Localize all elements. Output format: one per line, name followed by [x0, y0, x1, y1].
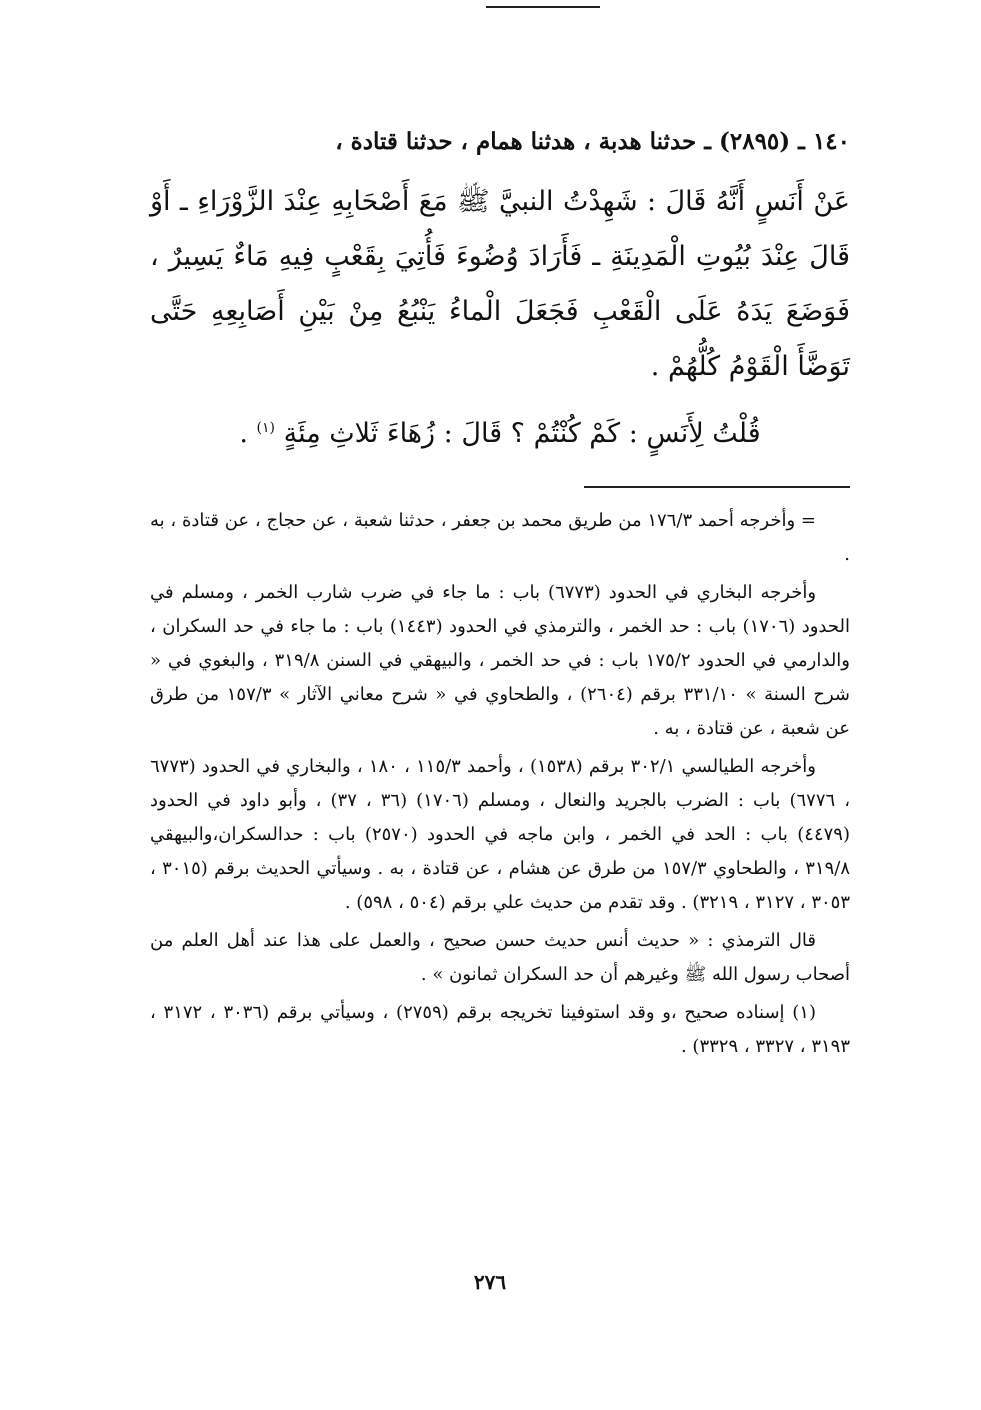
hadith-question-line	[150, 400, 850, 462]
footnote-separator	[584, 486, 850, 488]
footnote-paragraph: وأخرجه البخاري في الحدود (٦٧٧٣) باب : ما جاء في ضرب شارب الخمر ، ومسلم في الحدود (١٧٠٦) باب : حد الخمر ، والترمذي في الحدود (١٤٤٣) باب : ما جاء في حد السكران ، والدارمي في الحدود ١٧٥/٢ باب : في حد الخمر ، والبيهقي في السنن ٣١٩/٨ ، والبغوي في « شرح السنة » ٣٣١/١٠ برقم (٢٦٠٤) ، والطحاوي في « شرح معاني الآثار » ١٥٧/٣ من طرق عن شعبة ، عن قتادة ، به .	[150, 582, 851, 739]
hadith-question: قُلْتُ لِأَنَسٍ : كَمْ كُنْتُمْ ؟ قَالَ : زُهَاءَ ثَلاثِ مِئَةٍ	[283, 418, 761, 449]
footnote-marker: (١)	[256, 420, 275, 436]
hadith-text: عَنْ أَنَسٍ أَنَّهُ قَالَ : شَهِدْتُ النبيَّ ﷺ مَعَ أَصْحَابِهِ عِنْدَ الزَّوْرَاءِ ـ أَوْ قَالَ عِنْدَ بُيُوتِ الْمَدِينَةِ ـ فَأَرَادَ وُضُوءَ فَأُتِيَ بِقَعْبٍ فِيهِ مَاءٌ يَسِيرٌ ، فَوَضَعَ يَدَهُ عَلَى الْقَعْبِ فَجَعَلَ الْماءُ يَنْبُعُ مِنْ بَيْنِ أَصَابِعِهِ حَتَّى تَوَضَّأَ الْقَوْمُ كُلُّهُمْ .	[150, 186, 850, 382]
footnote-paragraph: وأخرجه الطيالسي ٣٠٢/١ برقم (١٥٣٨) ، وأحمد ١١٥/٣ ، ١٨٠ ، والبخاري في الحدود (٦٧٧٣ ، ٦٧٧٦) باب : الضرب بالجريد والنعال ، ومسلم (١٧٠٦) (٣٦ ، ٣٧) ، وأبو داود في الحدود (٤٤٧٩) باب : الحد في الخمر ، وابن ماجه في الحدود (٢٥٧٠) باب : حدالسكران،والبيهقي ٣١٩/٨ ، والطحاوي ١٥٧/٣ من طرق عن هشام ، عن قتادة ، به . وسيأتي الحديث برقم (٣٠١٥ ، ٣٠٥٣ ، ٣١٢٧ ، ٣٢١٩) . وقد تقدم من حديث علي برقم (٥٠٤ ، ٥٩٨) .	[150, 756, 851, 913]
top-border-line	[486, 6, 600, 8]
footnote-paragraph: قال الترمذي : « حديث أنس حديث حسن صحيح ، والعمل على هذا عند أهل العلم من أصحاب رسول الله ﷺ وغيرهم أن حد السكران ثمانون » .	[150, 930, 850, 985]
page-number: ٢٧٦	[473, 1270, 507, 1294]
footnote-paragraph: = وأخرجه أحمد ١٧٦/٣ من طريق محمد بن جعفر ، حدثنا شعبة ، عن حجاج ، عن قتادة ، به .	[150, 510, 850, 565]
hadith-header: ١٤٠ ـ (٢٨٩٥) ـ حدثنا هدبة ، هدثنا همام ، حدثنا قتادة ،	[335, 128, 850, 155]
hadith-end-mark: .	[239, 418, 248, 449]
footnote-paragraph: (١) إسناده صحيح ،و وقد استوفينا تخريجه برقم (٢٧٥٩) ، وسيأتي برقم (٣٠٣٦ ، ٣١٧٢ ، ٣١٩٣ ، ٣٣٢٧ ، ٣٣٢٩) .	[150, 1002, 850, 1057]
page-body	[150, 118, 850, 1068]
